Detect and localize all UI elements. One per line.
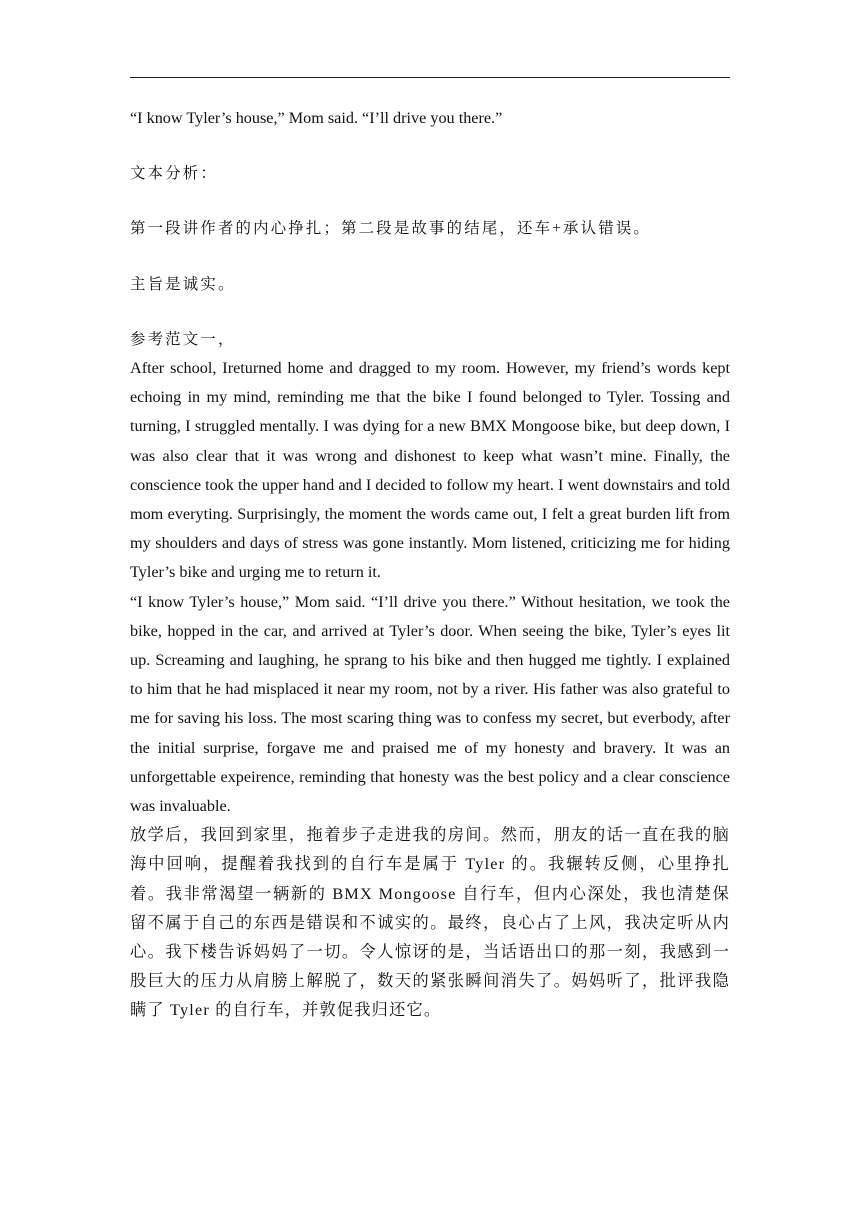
analysis-text: 第一段讲作者的内心挣扎；第二段是故事的结尾，还车+承认错误。	[130, 220, 652, 238]
essay-paragraph-1: After school, Ireturned home and dragged to my room. However, my friend’s words kept echoing in my mind, reminding me that the bike I found belonged to Tyler. Tossing and turning, I struggled mentally. I was dying for a new BMX Mongoose bike, but deep down, I was also clear that it was wrong and dishonest to keep what wasn’t mine. Finally, the conscience took the upper hand and I decided to follow my heart. I went downstairs and told mom everyting. Surprisingly, the moment the words came out, I felt a great burden lift from my shoulders and days of stress was gone instantly. Mom listened, criticizing me for hiding Tyler’s bike and urging me to return it.	[130, 359, 730, 582]
chinese-translation: 放学后，我回到家里，拖着步子走进我的房间。然而，朋友的话一直在我的脑海中回响，提醒着我找到的自行车是属于 Tyler 的。我辗转反侧，心里挣扎着。我非常渴望一辆新的 BMX Mongoose 自行车，但内心深处，我也清楚保留不属于自己的东西是错误和不诚实的。最终，良心占了上风，我决定听从内心。我下楼告诉妈妈了一切。令人惊讶的是，当话语出口的那一刻，我感到一股巨大的压力从肩膀上解脱了，数天的紧张瞬间消失了。妈妈听了，批评我隐瞒了 Tyler 的自行车，并敦促我归还它。	[130, 826, 730, 1020]
quote-line: “I know Tyler’s house,” Mom said. “I’ll drive you there.”	[130, 109, 503, 127]
header-rule	[130, 77, 730, 78]
analysis-heading: 文本分析：	[130, 165, 218, 183]
sample-heading: 参考范文一，	[130, 330, 236, 348]
theme-text: 主旨是诚实。	[130, 275, 236, 293]
essay-paragraph-2: “I know Tyler’s house,” Mom said. “I’ll drive you there.” Without hesitation, we took the bike, hopped in the car, and arrived at Tyler’s door. When seeing the bike, Tyler’s eyes lit up. Screaming and laughing, he sprang to his bike and then hugged me tightly. I explained to him that he had misplaced it near my room, not by a river. His father was also grateful to me for saving his loss. The most scaring thing was to confess my secret, but everbody, after the initial surprise, forgave me and praised me of my honesty and bravery. It was an unforgettable expeirence, reminding that honesty was the best policy and a clear conscience was invaluable.	[130, 592, 730, 816]
document-body	[130, 104, 730, 1026]
